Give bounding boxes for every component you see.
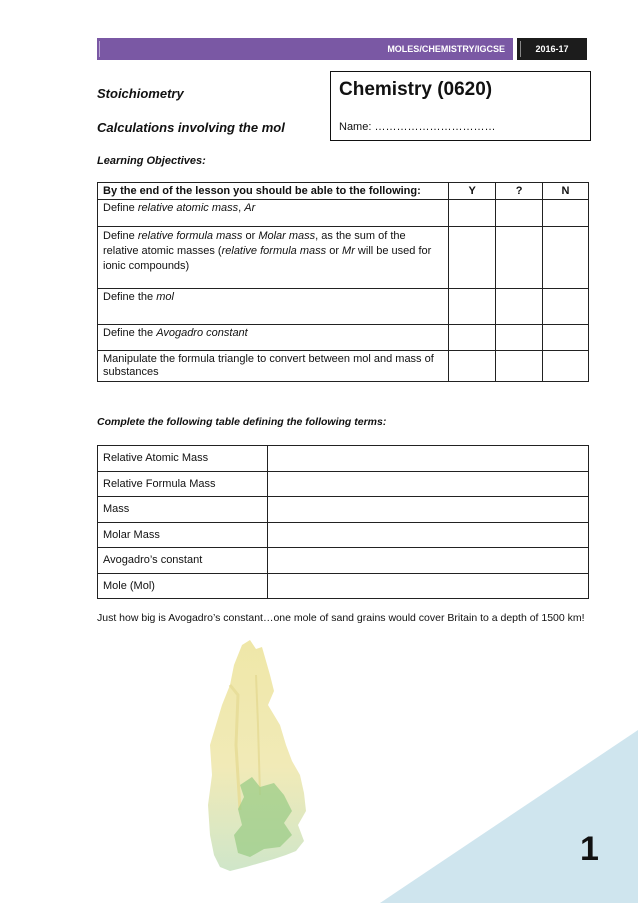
check-cell[interactable] — [449, 200, 496, 227]
objectives-prompt: By the end of the lesson you should be able to the following: — [98, 183, 449, 200]
check-cell[interactable] — [449, 325, 496, 351]
objective-text: Define relative formula mass or Molar mass, as the sum of the relative atomic masses (relative formula mass or Mr will be used for ionic compounds) — [98, 227, 449, 289]
col-no: N — [543, 183, 589, 200]
term-label: Relative Atomic Mass — [98, 446, 268, 472]
col-yes: Y — [449, 183, 496, 200]
table-row — [98, 471, 589, 497]
check-cell[interactable] — [543, 351, 589, 382]
col-unsure: ? — [496, 183, 543, 200]
definition-cell[interactable] — [267, 497, 588, 523]
term-label: Avogadro’s constant — [98, 548, 268, 574]
course-title: Chemistry (0620) — [339, 79, 493, 100]
check-cell[interactable] — [449, 351, 496, 382]
definition-cell[interactable] — [267, 522, 588, 548]
objective-text: Manipulate the formula triangle to convert between mol and mass of substances — [98, 351, 449, 382]
check-cell[interactable] — [496, 325, 543, 351]
check-cell[interactable] — [543, 325, 589, 351]
term-label: Mass — [98, 497, 268, 523]
name-field[interactable]: Name: …………………………… — [339, 121, 496, 133]
check-cell[interactable] — [543, 200, 589, 227]
check-cell[interactable] — [543, 289, 589, 325]
objectives-table — [97, 182, 589, 382]
check-cell[interactable] — [496, 227, 543, 289]
objectives-header-row — [98, 183, 589, 200]
terms-heading: Complete the following table defining the following terms: — [97, 416, 387, 428]
header-subject: MOLES/CHEMISTRY/IGCSE — [97, 38, 513, 60]
course-box — [330, 71, 591, 141]
definition-cell[interactable] — [267, 548, 588, 574]
table-row — [98, 573, 589, 599]
check-cell[interactable] — [496, 200, 543, 227]
table-row — [98, 522, 589, 548]
terms-table — [97, 445, 589, 599]
definition-cell[interactable] — [267, 446, 588, 472]
objective-text: Define the mol — [98, 289, 449, 325]
corner-decoration — [380, 730, 638, 903]
check-cell[interactable] — [543, 227, 589, 289]
check-cell[interactable] — [449, 227, 496, 289]
table-row — [98, 227, 589, 289]
table-row — [98, 446, 589, 472]
subtopic-title: Calculations involving the mol — [97, 120, 285, 135]
page-number: 1 — [580, 830, 599, 868]
topic-title: Stoichiometry — [97, 86, 184, 101]
term-label: Relative Formula Mass — [98, 471, 268, 497]
table-row — [98, 289, 589, 325]
check-cell[interactable] — [449, 289, 496, 325]
header-year: 2016-17 — [517, 38, 587, 60]
table-row — [98, 548, 589, 574]
table-row — [98, 497, 589, 523]
table-row — [98, 351, 589, 382]
definition-cell[interactable] — [267, 471, 588, 497]
check-cell[interactable] — [496, 289, 543, 325]
objectives-heading: Learning Objectives: — [97, 155, 206, 167]
table-row — [98, 200, 589, 227]
term-label: Mole (Mol) — [98, 573, 268, 599]
page-header — [97, 38, 587, 60]
objective-text: Define relative atomic mass, Ar — [98, 200, 449, 227]
term-label: Molar Mass — [98, 522, 268, 548]
avogadro-fact: Just how big is Avogadro’s constant…one mole of sand grains would cover Britain to a depth of 1500 km! — [97, 612, 585, 624]
check-cell[interactable] — [496, 351, 543, 382]
definition-cell[interactable] — [267, 573, 588, 599]
britain-sand-illustration — [200, 635, 310, 875]
table-row — [98, 325, 589, 351]
objective-text: Define the Avogadro constant — [98, 325, 449, 351]
